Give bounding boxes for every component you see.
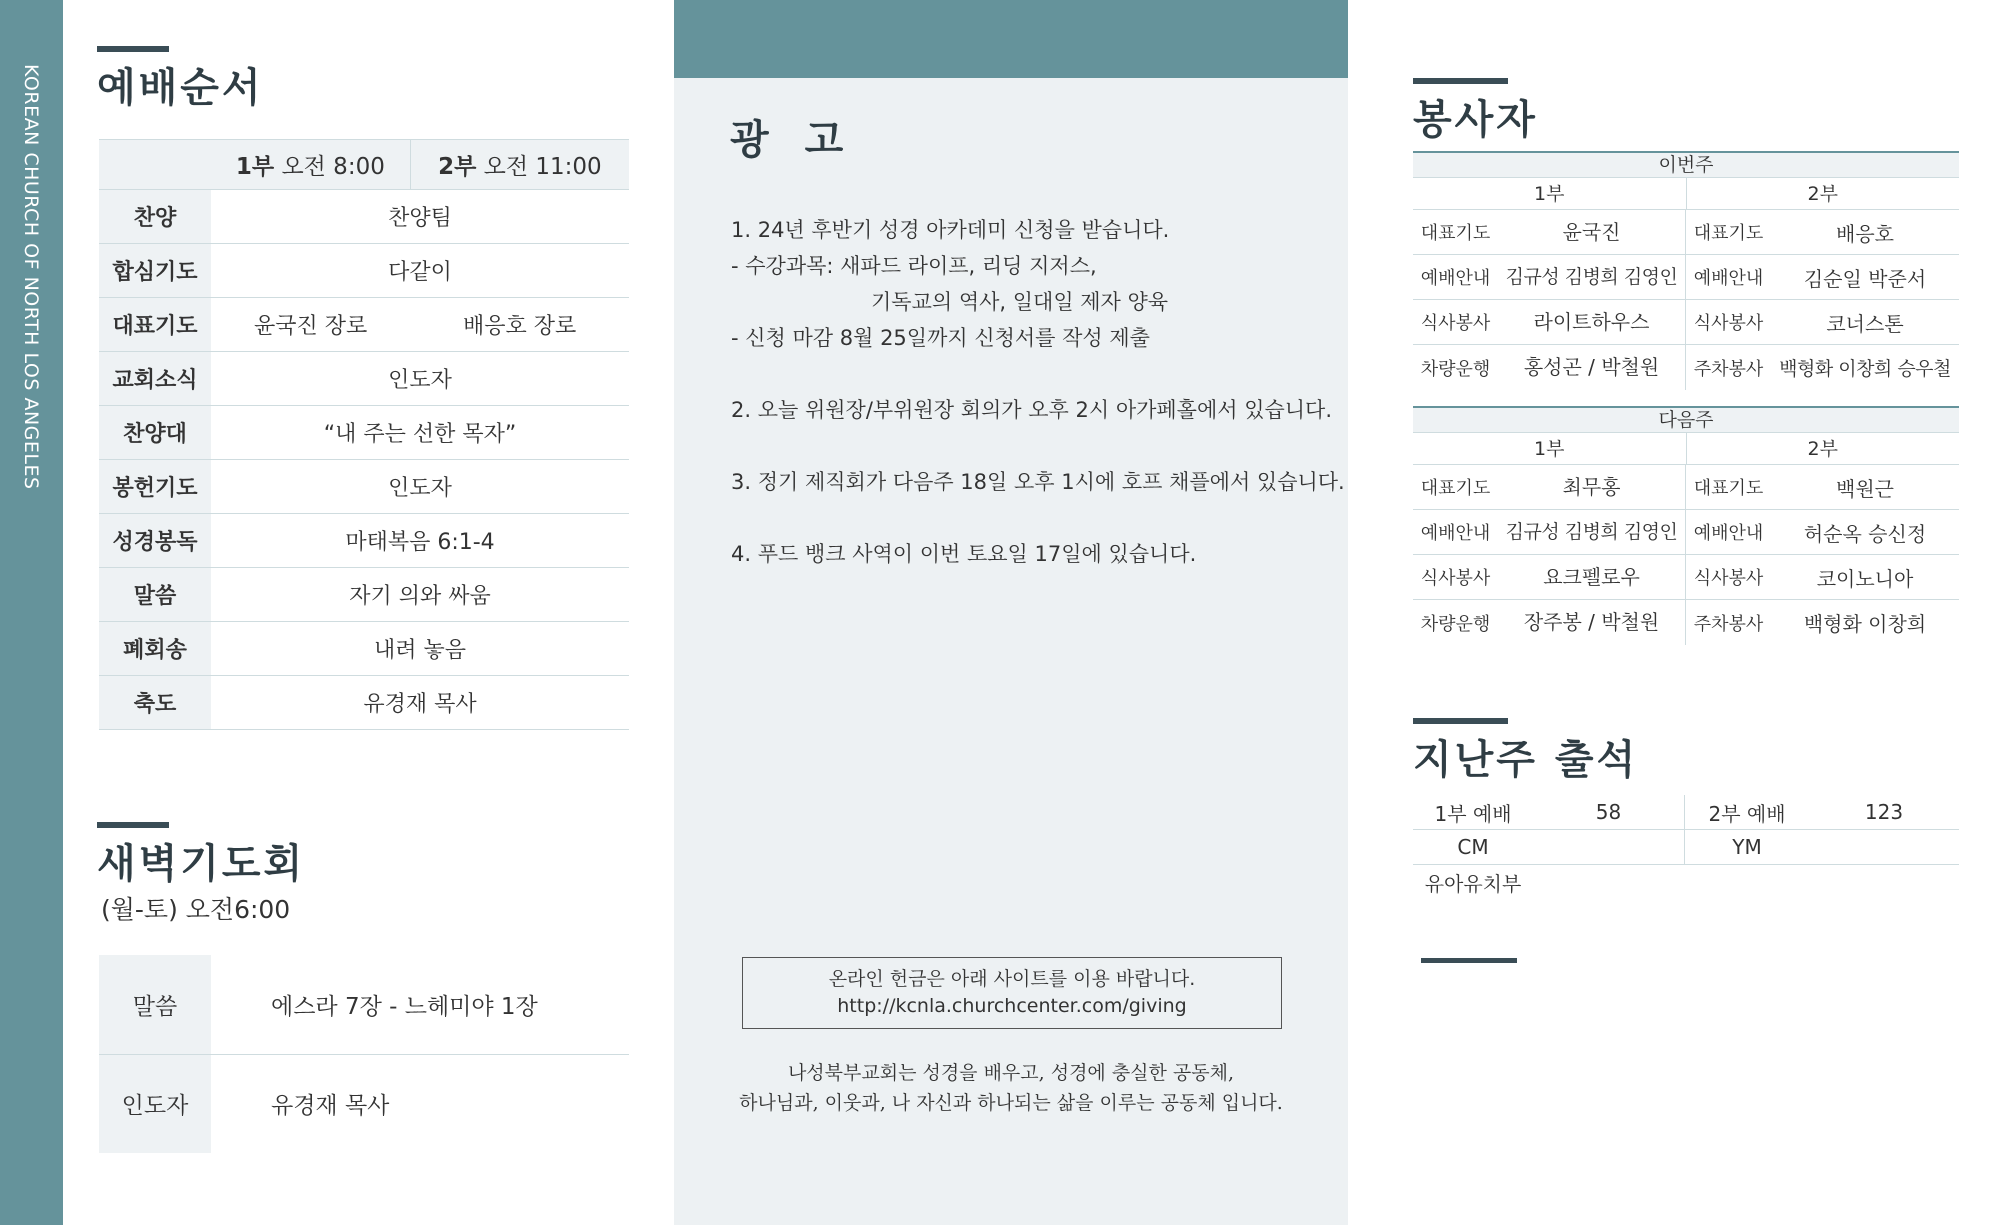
attendance-value: 123	[1864, 800, 1904, 824]
second-service-col: 2부	[1686, 433, 1960, 464]
second-service-time: 오전 11:00	[483, 154, 602, 180]
giving-url-link[interactable]: http://kcnla.churchcenter.com/giving	[837, 995, 1187, 1017]
volunteer-row	[1413, 555, 1959, 600]
first-service-label: 1부	[235, 154, 275, 180]
role-label: 대표기도	[1693, 478, 1764, 499]
attendance-row	[1413, 865, 1959, 900]
order-row	[99, 514, 629, 568]
role-value: 김규성 김병희 김영인	[1498, 510, 1686, 555]
order-label: 말씀	[99, 568, 211, 622]
motto-line: 하나님과, 이웃과, 나 자신과 하나되는 삶을 이루는 공동체 입니다.	[739, 1092, 1283, 1114]
role-value: 허순옥 승신정	[1803, 521, 1927, 546]
role-label: 대표기도	[1420, 223, 1491, 244]
role-value: 코너스톤	[1826, 311, 1904, 336]
dawn-value: 유경재 목사	[271, 1093, 390, 1120]
order-label: 폐회송	[99, 622, 211, 676]
announcements-panel	[674, 0, 1348, 1225]
announcement-line: - 신청 마감 8월 25일까지 신청서를 작성 제출	[731, 326, 1150, 350]
order-header-first	[211, 140, 410, 190]
order-accent-line	[97, 46, 169, 52]
volunteer-row	[1413, 255, 1959, 300]
order-title: 예배순서	[97, 64, 264, 111]
role-label: 차량운행	[1420, 358, 1491, 380]
first-service-time: 오전 8:00	[281, 154, 385, 180]
dawn-accent-line	[97, 822, 169, 828]
order-value: “내 주는 선한 목자”	[211, 406, 629, 460]
order-value: 다같이	[211, 244, 629, 298]
role-value: 요크펠로우	[1498, 555, 1686, 600]
role-value: 최무홍	[1498, 465, 1686, 510]
order-row	[99, 676, 629, 730]
volunteer-row	[1413, 510, 1959, 555]
order-header-second	[410, 140, 629, 190]
order-value-second: 배응호 장로	[410, 298, 629, 352]
order-header-row	[99, 140, 629, 190]
role-value: 백형화 이창희 승우철	[1779, 358, 1951, 380]
attendance-label: YM	[1732, 835, 1762, 859]
role-label: 식사봉사	[1420, 313, 1491, 334]
volunteer-row	[1413, 345, 1959, 390]
motto-line: 나성북부교회는 성경을 배우고, 성경에 충실한 공동체,	[787, 1062, 1235, 1084]
role-value: 코이노니아	[1816, 566, 1914, 591]
role-label: 예배안내	[1693, 268, 1764, 289]
role-label: 주차봉사	[1693, 613, 1764, 635]
announcement-line: 3. 정기 제직회가 다음주 18일 오후 1시에 호프 채플에서 있습니다.	[731, 470, 1345, 494]
next-week-table	[1413, 406, 1959, 645]
volunteer-row	[1413, 300, 1959, 345]
announcements-header-band	[674, 0, 1348, 78]
order-label: 성경봉독	[99, 514, 211, 568]
announcement-line: - 수강과목: 새파드 라이프, 리딩 지저스,	[731, 254, 1097, 278]
attendance-label: 2부 예배	[1708, 801, 1786, 826]
role-value: 홍성곤 / 박철원	[1498, 345, 1686, 390]
order-row	[99, 190, 629, 244]
first-service-col: 1부	[1534, 438, 1565, 460]
order-value: 내려 놓음	[211, 622, 629, 676]
role-value: 김규성 김병희 김영인	[1498, 255, 1686, 300]
order-value: 자기 의와 싸움	[211, 568, 629, 622]
volunteers-accent-line	[1413, 78, 1508, 84]
role-label: 예배안내	[1420, 523, 1491, 544]
role-label: 식사봉사	[1693, 313, 1764, 334]
attendance-row	[1413, 830, 1959, 865]
dawn-table	[99, 955, 629, 1153]
dawn-row	[99, 1054, 629, 1153]
order-label: 찬양	[99, 190, 211, 244]
order-label: 찬양대	[99, 406, 211, 460]
dawn-label: 말씀	[99, 955, 211, 1054]
attendance-title: 지난주 출석	[1413, 736, 1639, 783]
announcement-gap	[731, 356, 1345, 392]
role-value: 백형화 이창희	[1803, 612, 1927, 636]
this-week-table	[1413, 151, 1959, 390]
order-value: 유경재 목사	[211, 676, 629, 730]
order-value: 인도자	[211, 352, 629, 406]
attendance-value	[1533, 830, 1685, 865]
dawn-time: (월-토) 오전6:00	[101, 895, 291, 924]
sidebar-bar	[0, 0, 63, 1225]
order-row	[99, 460, 629, 514]
volunteer-row	[1413, 465, 1959, 510]
order-label: 합심기도	[99, 244, 211, 298]
dawn-value: 에스라 7장 - 느헤미야 1장	[211, 955, 629, 1054]
attendance-value: 58	[1533, 795, 1685, 830]
role-label: 차량운행	[1420, 613, 1491, 635]
announcement-line: 1. 24년 후반기 성경 아카데미 신청을 받습니다.	[731, 218, 1170, 242]
attendance-label: 유아유치부	[1424, 872, 1522, 896]
announcements-title: 광 고	[730, 116, 844, 163]
volunteer-row	[1413, 600, 1959, 645]
online-giving-box	[742, 957, 1282, 1029]
week-label: 다음주	[1413, 406, 1959, 433]
announcements-list	[731, 212, 1345, 572]
role-value: 김순일 박준서	[1803, 266, 1927, 291]
church-name-vertical: KOREAN CHURCH OF NORTH LOS ANGELES	[20, 64, 42, 490]
order-label: 축도	[99, 676, 211, 730]
order-value: 찬양팀	[211, 190, 629, 244]
service-header-row	[1413, 178, 1959, 210]
dawn-label: 인도자	[99, 1054, 211, 1153]
order-label: 봉헌기도	[99, 460, 211, 514]
order-table	[99, 139, 629, 730]
order-row	[99, 298, 629, 352]
first-service-col: 1부	[1534, 183, 1565, 205]
service-header-row	[1413, 433, 1959, 465]
role-value: 라이트하우스	[1498, 300, 1686, 345]
attendance-table	[1413, 795, 1959, 900]
announcement-line: 4. 푸드 뱅크 사역이 이번 토요일 17일에 있습니다.	[731, 542, 1197, 566]
order-label: 대표기도	[99, 298, 211, 352]
order-header-empty	[99, 140, 211, 190]
announcement-gap	[731, 428, 1345, 464]
order-row	[99, 622, 629, 676]
role-value: 백원근	[1836, 476, 1894, 501]
dawn-title: 새벽기도회	[97, 840, 306, 887]
order-row	[99, 352, 629, 406]
attendance-label: CM	[1457, 835, 1489, 859]
week-label: 이번주	[1413, 151, 1959, 178]
order-row	[99, 244, 629, 298]
role-label: 예배안내	[1693, 523, 1764, 544]
dawn-row	[99, 955, 629, 1054]
role-label: 대표기도	[1420, 478, 1491, 499]
announcement-gap	[731, 500, 1345, 536]
giving-notice: 온라인 헌금은 아래 사이트를 이용 바랍니다.	[828, 968, 1196, 990]
order-value-first: 윤국진 장로	[211, 298, 410, 352]
attendance-row	[1413, 795, 1959, 830]
role-label: 식사봉사	[1420, 568, 1491, 589]
order-row	[99, 406, 629, 460]
role-label: 주차봉사	[1693, 358, 1764, 380]
volunteers-title: 봉사자	[1413, 96, 1538, 143]
order-value: 인도자	[211, 460, 629, 514]
role-value: 배응호	[1836, 221, 1894, 246]
attendance-label: 1부 예배	[1434, 801, 1512, 826]
role-value: 윤국진	[1498, 210, 1686, 255]
volunteer-row	[1413, 210, 1959, 255]
church-motto	[674, 1058, 1348, 1118]
role-label: 대표기도	[1693, 223, 1764, 244]
order-row	[99, 568, 629, 622]
role-label: 식사봉사	[1693, 568, 1764, 589]
second-service-label: 2부	[438, 154, 477, 180]
order-value: 마태복음 6:1-4	[211, 514, 629, 568]
role-label: 예배안내	[1420, 268, 1491, 289]
attendance-accent-line	[1413, 718, 1508, 724]
role-value: 장주봉 / 박철원	[1498, 600, 1686, 645]
closing-accent-line	[1421, 958, 1517, 963]
second-service-col: 2부	[1686, 178, 1960, 209]
announcement-line: 기독교의 역사, 일대일 제자 양육	[871, 290, 1169, 314]
announcement-line: 2. 오늘 위원장/부위원장 회의가 오후 2시 아가페홀에서 있습니다.	[731, 398, 1333, 422]
order-label: 교회소식	[99, 352, 211, 406]
